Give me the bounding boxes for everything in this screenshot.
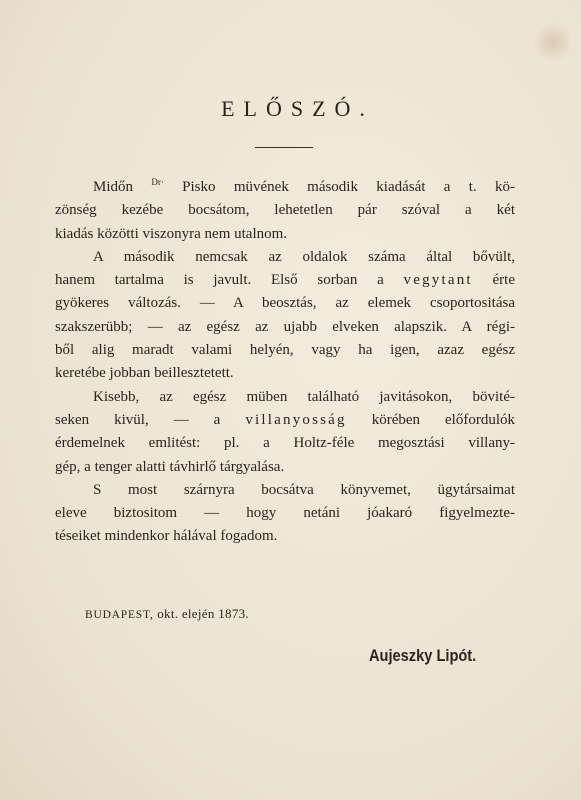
text-line: eleve biztositom — hogy netáni jóakaró figyelmezte- bbox=[55, 505, 515, 522]
title-divider bbox=[255, 147, 313, 148]
emphasis-vegytant: vegytant bbox=[403, 272, 473, 289]
text-line: téseiket mindenkor hálával fogadom. bbox=[55, 528, 278, 545]
text-line: érdemelnek emlitést: pl. a Holtz-féle megosztási villany- bbox=[55, 435, 515, 452]
text-line: hanem tartalma is javult. Első sorban a vegytant érte bbox=[55, 272, 515, 289]
doctor-abbreviation: Dr· bbox=[151, 177, 164, 187]
paper-stain bbox=[533, 22, 573, 62]
text-line: A második nemcsak az oldalok száma által bővült, bbox=[93, 248, 515, 265]
emphasis-villanyossag: villanyosság bbox=[245, 411, 347, 428]
dateline-place: BUDAPEST, bbox=[85, 609, 154, 621]
preface-body bbox=[55, 171, 515, 549]
text-line: Kisebb, az egész müben található javitásokon, bövité- bbox=[93, 388, 515, 405]
dateline-date: okt. elején 1873. bbox=[157, 606, 249, 621]
text-line: keretébe jobban beillesztetett. bbox=[55, 365, 234, 382]
text-line: gép, a tenger alatti távhirlő tárgyalása. bbox=[55, 458, 285, 475]
text-line: zönség kezébe bocsátom, lehetetlen pár szóval a két bbox=[55, 202, 515, 219]
text-line: kiadás közötti viszonyra nem utalnom. bbox=[55, 225, 288, 242]
text-line: Midőn $^{Dr\cdot}$ Pisko müvének második kiadását a t. kö- bbox=[93, 177, 515, 195]
text-line: szakszerübb; — az egész az ujabb elveken alapszik. A régi- bbox=[55, 318, 515, 335]
text-line: seken kivül, — a villanyosság körében előfordulók bbox=[55, 411, 515, 428]
text-line: gyökeres változás. — A beosztás, az elemek csoportositása bbox=[55, 295, 515, 312]
page-title: ELŐSZÓ. bbox=[221, 96, 374, 121]
dateline bbox=[85, 606, 249, 622]
author-signature: Aujeszky Lipót. bbox=[369, 646, 477, 665]
text-line: S most szárnyra bocsátva könyvemet, ügytársaimat bbox=[93, 481, 515, 498]
text-line: ből alig maradt valami helyén, vagy ha igen, azaz egész bbox=[55, 342, 515, 359]
